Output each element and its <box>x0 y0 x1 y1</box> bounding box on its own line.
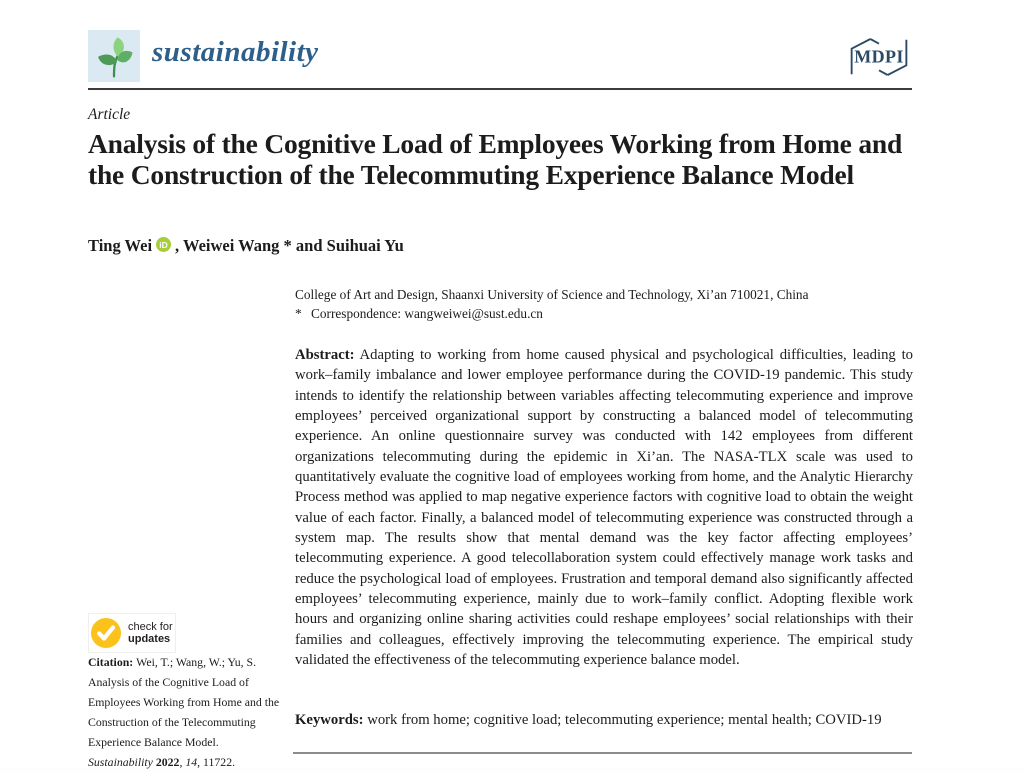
keywords-text: work from home; cognitive load; telecommuting experience; mental health; COVID-19 <box>363 712 882 728</box>
correspondence-text: Correspondence: wangweiwei@sust.edu.cn <box>311 306 543 321</box>
header-divider <box>88 88 912 90</box>
check-for-updates-label <box>128 621 173 646</box>
abstract-text: Adapting to working from home caused physical and psychological difficulties, leading to work–family imbalance and lower employee performance during the COVID-19 pandemic. This study intends to identify the relationship between variables affecting telecommuting experience and improve employees’ perceived organizational support by constructing a balanced model of telecommuting experience. An online questionnaire survey was conducted with 142 employees from different organizations telecommuting during the epidemic in Xi’an. The NASA-TLX scale was used to quantitatively evaluate the cognitive load of employees working from home, and the Analytic Hierarchy Process method was applied to map negative experience factors with cognitive load to obtain the weight value of each factor. Finally, a balanced model of telecommuting experience was constructed through a system map. The results show that mental demand was the key factor affecting employees’ telecommuting experience. A good telecollaboration system could effectively manage work tasks and reduce the psychological load of employees. Frustration and temporal demand also significantly affected employees’ telecommuting experience, mainly due to work–family conflict. Adopting flexible work hours and organizing online sharing activities could reshape employees’ social relationships with their families and colleagues, effectively improving the telecommuting experience. The empirical study validated the effectiveness of the telecommuting experience balance model. <box>295 347 913 669</box>
authors-line <box>88 236 404 256</box>
badge-line2: updates <box>128 633 171 645</box>
abstract-paragraph <box>295 345 913 671</box>
citation-block: Citation: Wei, T.; Wang, W.; Yu, S. Analysis of the Cognitive Load of Employees Working from Home and the Construction of the Telecommuting Experience Balance Model. Sustainability 2022, 14, 11722. <box>88 655 280 769</box>
mdpi-logo-text: MDPI <box>854 46 904 67</box>
article-title: Analysis of the Cognitive Load of Employees Working from Home and the Construction of the Telecommuting Experience Balance Model <box>88 128 903 190</box>
footer-divider <box>293 752 912 754</box>
article-type-label: Article <box>88 106 131 123</box>
keywords-line <box>295 710 913 730</box>
abstract-label: Abstract: <box>295 347 355 363</box>
mdpi-logo-graphic <box>843 34 915 80</box>
checkmark-icon <box>91 618 121 648</box>
keywords-label: Keywords: <box>295 712 364 728</box>
correspondence-line <box>295 304 915 324</box>
check-for-updates-badge[interactable] <box>88 613 176 653</box>
plant-sprout-icon <box>91 33 137 79</box>
author-name-first: Ting Wei <box>88 236 153 255</box>
sustainability-journal-logo <box>88 30 140 82</box>
badge-line1: check for <box>128 620 173 633</box>
mdpi-logo[interactable] <box>843 34 915 80</box>
journal-wordmark: sustainability <box>152 36 319 68</box>
author-names-rest: , Weiwei Wang * and Suihuai Yu <box>175 236 404 255</box>
orcid-icon[interactable]: iD <box>156 237 171 252</box>
correspondence-marker: * <box>295 306 302 321</box>
affiliation-line: College of Art and Design, Shaanxi University of Science and Technology, Xi’an 710021, China <box>295 287 809 302</box>
